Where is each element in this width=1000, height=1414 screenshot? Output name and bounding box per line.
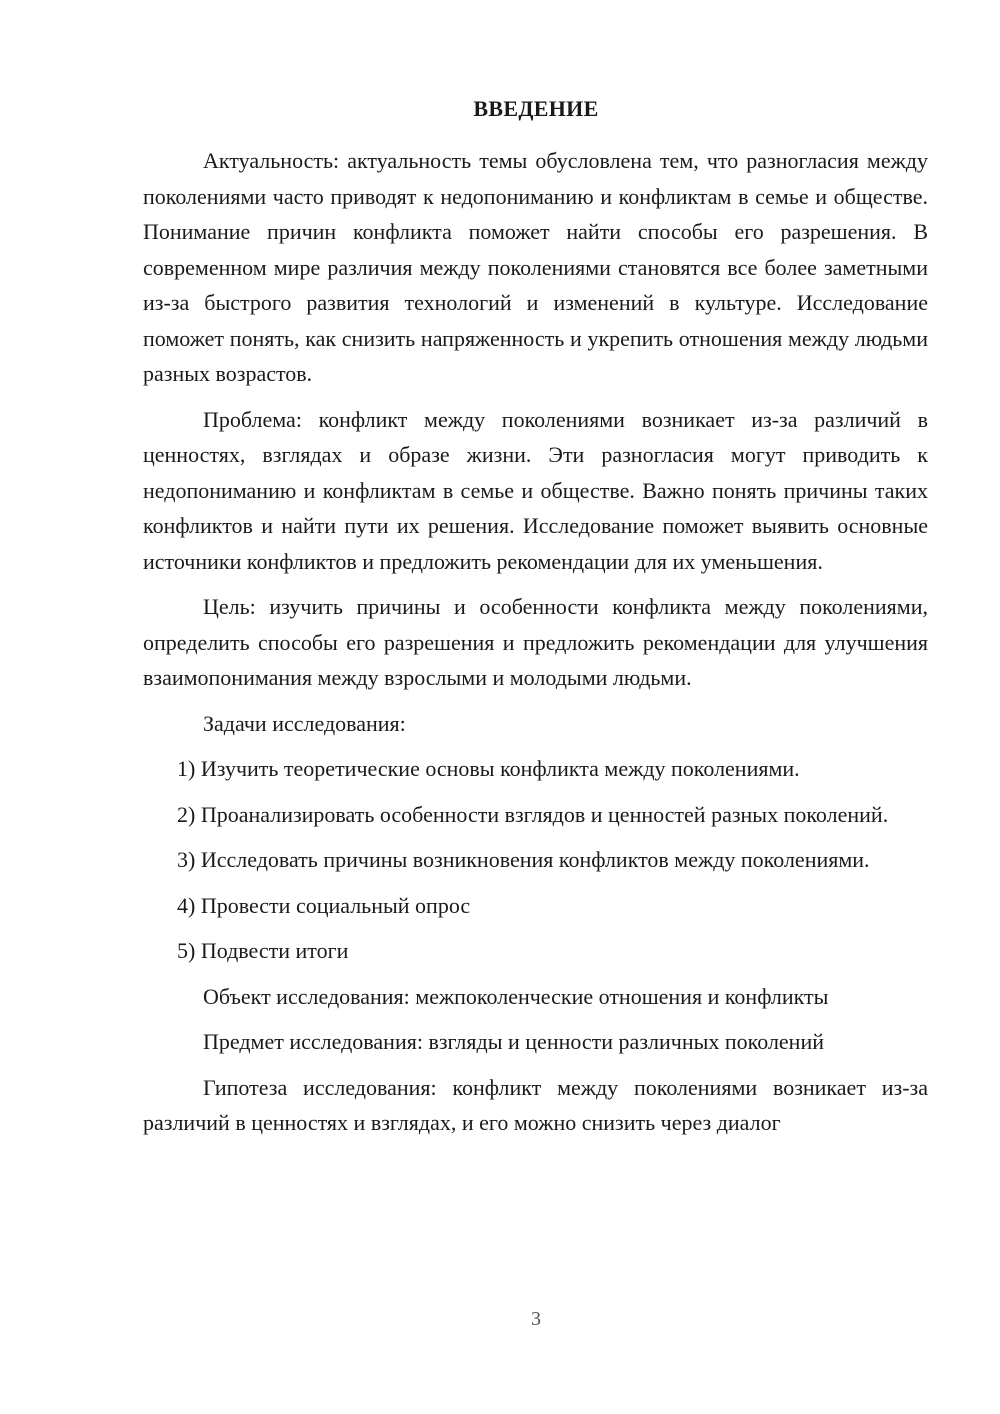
goal-paragraph: Цель: изучить причины и особенности конфликта между поколениями, определить способы его разрешения и предложить рекомендации для улучшения взаимопонимания между взрослыми и молодыми людьми. <box>143 594 928 690</box>
task-item-1: 1) Изучить теоретические основы конфликта между поколениями. <box>177 756 800 781</box>
task-item-4: 4) Провести социальный опрос <box>177 892 471 918</box>
problem-paragraph: Проблема: конфликт между поколениями возникает из-за различий в ценностях, взглядах и образе жизни. Эти разногласия могут приводить к недопониманию и конфликтам в семье и обществе. Важно понять причины таких конфликтов и найти пути их решения. Исследование поможет выявить основные источники конфликтов и предложить рекомендации для их уменьшения. <box>143 406 928 574</box>
research-object: Объект исследования: межпоколенческие отношения и конфликты <box>203 983 829 1009</box>
task-item-3: 3) Исследовать причины возникновения конфликтов между поколениями. <box>177 847 870 872</box>
tasks-title: Задачи исследования: <box>203 710 406 736</box>
page-title: ВВЕДЕНИЕ <box>473 96 599 121</box>
document-body <box>143 143 928 1150</box>
relevance-paragraph: Актуальность: актуальность темы обусловлена тем, что разногласия между поколениями часто приводят к недопониманию и конфликтам в семье и обществе. Понимание причин конфликта поможет найти способы его разрешения. В современном мире различия между поколениями становятся все более заметными из-за быстрого развития технологий и изменений в культуре. Исследование поможет понять, как снизить напряженность и укрепить отношения между людьми разных возрастов. <box>143 148 928 386</box>
task-item-2: 2) Проанализировать особенности взглядов и ценностей разных поколений. <box>177 801 889 827</box>
page-number: 3 <box>531 1308 541 1330</box>
research-subject: Предмет исследования: взгляды и ценности различных поколений <box>203 1029 825 1054</box>
research-hypothesis: Гипотеза исследования: конфликт между поколениями возникает из-за различий в ценностях и взглядах, и его можно снизить через диалог <box>143 1074 928 1135</box>
task-item-5: 5) Подвести итоги <box>177 938 349 963</box>
